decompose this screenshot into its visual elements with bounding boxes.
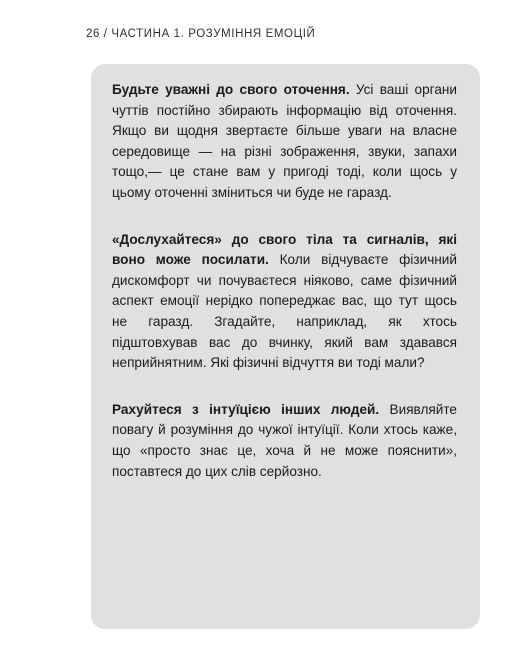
tip-paragraph-surroundings <box>112 80 457 204</box>
tip-lead-body: «Дослухайтеся» до свого тіла та сигналів, які воно може посилати. <box>112 231 457 268</box>
tip-lead-intuition: Рахуйтеся з інтуїцією інших людей. <box>112 401 380 417</box>
tip-text-surroundings: Усі ваші органи чуттів постійно збирають інформацію від оточення. Якщо ви щодня звертаєте більше уваги на власне середовище — на різні зображення, звуки, запахи тощо,— це стане вам у пригоді тоді, коли щось у цьому оточенні зміниться чи буде не гаразд. <box>112 82 458 200</box>
tip-paragraph-body <box>112 230 457 374</box>
tip-lead-surroundings: Будьте уважні до свого оточення. <box>112 82 350 97</box>
tip-text-body: Коли відчуваєте фізичний дискомфорт чи почуваєтеся ніяково, саме фізичний аспект емоції нерідко попереджає вас, що тут щось не гаразд. Згадайте, наприклад, як хтось підштовхував вас до вчинку, який вам здавався неприйнятним. Які фізичні відчуття ви тоді мали? <box>112 252 457 371</box>
tip-paragraph-intuition <box>112 400 457 482</box>
running-head: 26 / ЧАСТИНА 1. РОЗУМІННЯ ЕМОЦІЙ <box>86 28 316 40</box>
tip-box <box>91 64 480 629</box>
tip-text-intuition: Виявляйте повагу й розуміння до чужої інтуїції. Коли хтось каже, що «просто знає це, хоча й не може пояснити», поставтеся до цих слів серйозно. <box>112 401 457 479</box>
